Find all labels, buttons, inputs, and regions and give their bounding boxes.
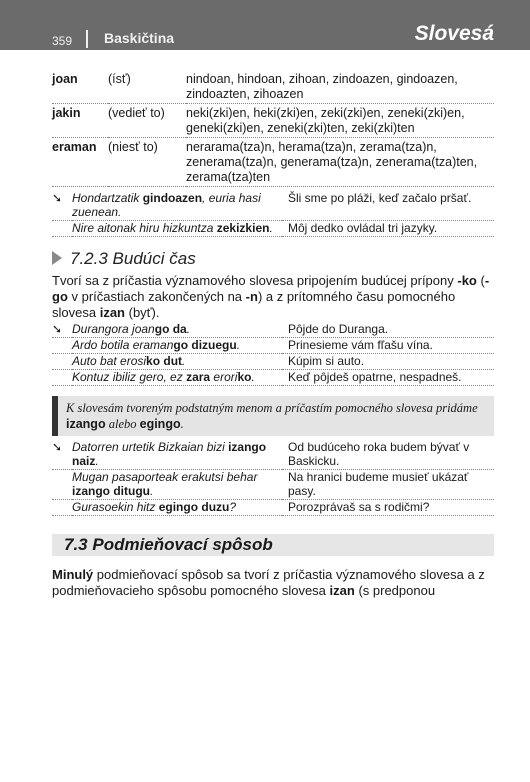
example-row xyxy=(52,470,494,500)
future-paragraph: Tvorí sa z príčastia významového slovesa pripojením budúcej prípony -ko (-go v príčastiach zakončených na -n) a z prítomného času pomocného slovesa izan (byť). xyxy=(52,273,490,320)
basque-example: Hondartzatik gindoazen, euria hasi zuenean. xyxy=(72,191,282,221)
book-title: Baskičtina xyxy=(104,30,175,46)
verb: eraman xyxy=(52,138,108,187)
header-divider xyxy=(86,30,88,48)
example-row xyxy=(52,440,494,470)
slovak-translation: Od budúceho roka budem bývať v Baskicku. xyxy=(282,440,494,470)
page-header xyxy=(0,0,530,50)
verb-row xyxy=(52,72,494,104)
basque-example: Ardo botila eramango dizuegu. xyxy=(72,338,282,354)
arrow-down-right-icon: ➘ xyxy=(52,440,72,470)
basque-example: Durangora joango da. xyxy=(72,322,282,338)
slovak-translation: Šli sme po pláži, keď začalo pršať. xyxy=(282,191,494,221)
verb-gloss: (vedieť to) xyxy=(108,104,186,138)
section-heading-future: 7.2.3 Budúci čas xyxy=(52,249,196,269)
verb-forms: nindoan, hindoan, zihoan, zindoazen, gindoazen, zindoazten, zihoazen xyxy=(186,72,494,104)
example-table-1 xyxy=(52,191,494,237)
verb-row xyxy=(52,138,494,187)
basque-example: Auto bat erosiko dut. xyxy=(72,354,282,370)
basque-example: Gurasoekin hitz egingo duzu? xyxy=(72,500,282,516)
section-heading-conditional: 7.3 Podmieňovací spôsob xyxy=(52,534,494,556)
basque-example: Kontuz ibiliz gero, ez zara eroriko. xyxy=(72,370,282,386)
verb-table xyxy=(52,72,494,187)
verb-gloss: (niesť to) xyxy=(108,138,186,187)
page-number: 359 xyxy=(52,34,73,48)
example-table-2 xyxy=(52,322,494,386)
grammar-note: K slovesám tvoreným podstatným menom a príčastím pomocného slovesa pridáme izango alebo egingo. xyxy=(52,396,494,436)
slovak-translation: Keď pôjdeš opatrne, nespadneš. xyxy=(282,370,494,386)
basque-example: Nire aitonak hiru hizkuntza zekizkien. xyxy=(72,221,282,237)
verb: joan xyxy=(52,72,108,104)
triangle-right-icon xyxy=(52,251,62,265)
arrow-down-right-icon: ➘ xyxy=(52,191,72,221)
basque-example: Datorren urtetik Bizkaian bizi izango naiz. xyxy=(72,440,282,470)
slovak-translation: Pôjde do Duranga. xyxy=(282,322,494,338)
conditional-paragraph: Minulý podmieňovací spôsob sa tvorí z príčastia významového slovesa a z podmieňovacieho spôsobu pomocného slovesa izan (s predponou xyxy=(52,567,485,598)
example-row xyxy=(52,370,494,386)
example-table-3 xyxy=(52,440,494,516)
chapter-title: Slovesá xyxy=(414,22,494,45)
basque-example: Mugan pasaporteak erakutsi behar izango ditugu. xyxy=(72,470,282,500)
arrow-down-right-icon: ➘ xyxy=(52,322,72,338)
slovak-translation: Môj dedko ovládal tri jazyky. xyxy=(282,221,494,237)
example-row xyxy=(52,354,494,370)
slovak-translation: Kúpim si auto. xyxy=(282,354,494,370)
example-row xyxy=(52,221,494,237)
verb-gloss: (ísť) xyxy=(108,72,186,104)
verb-forms: neki(zki)en, heki(zki)en, zeki(zki)en, zeneki(zki)en, geneki(zki)en, zeneki(zki)ten, zeki(zki)ten xyxy=(186,104,494,138)
slovak-translation: Porozprávaš sa s rodičmi? xyxy=(282,500,494,516)
example-row xyxy=(52,322,494,338)
example-row xyxy=(52,191,494,221)
example-row xyxy=(52,338,494,354)
slovak-translation: Na hranici budeme musieť ukázať pasy. xyxy=(282,470,494,500)
verb-row xyxy=(52,104,494,138)
example-row xyxy=(52,500,494,516)
verb-forms: nerarama(tza)n, herama(tza)n, zerama(tza)n, zenerama(tza)n, generama(tza)n, zenerama(tza)ten, zerama(tza)ten xyxy=(186,138,494,187)
verb: jakin xyxy=(52,104,108,138)
slovak-translation: Prinesieme vám fľašu vína. xyxy=(282,338,494,354)
